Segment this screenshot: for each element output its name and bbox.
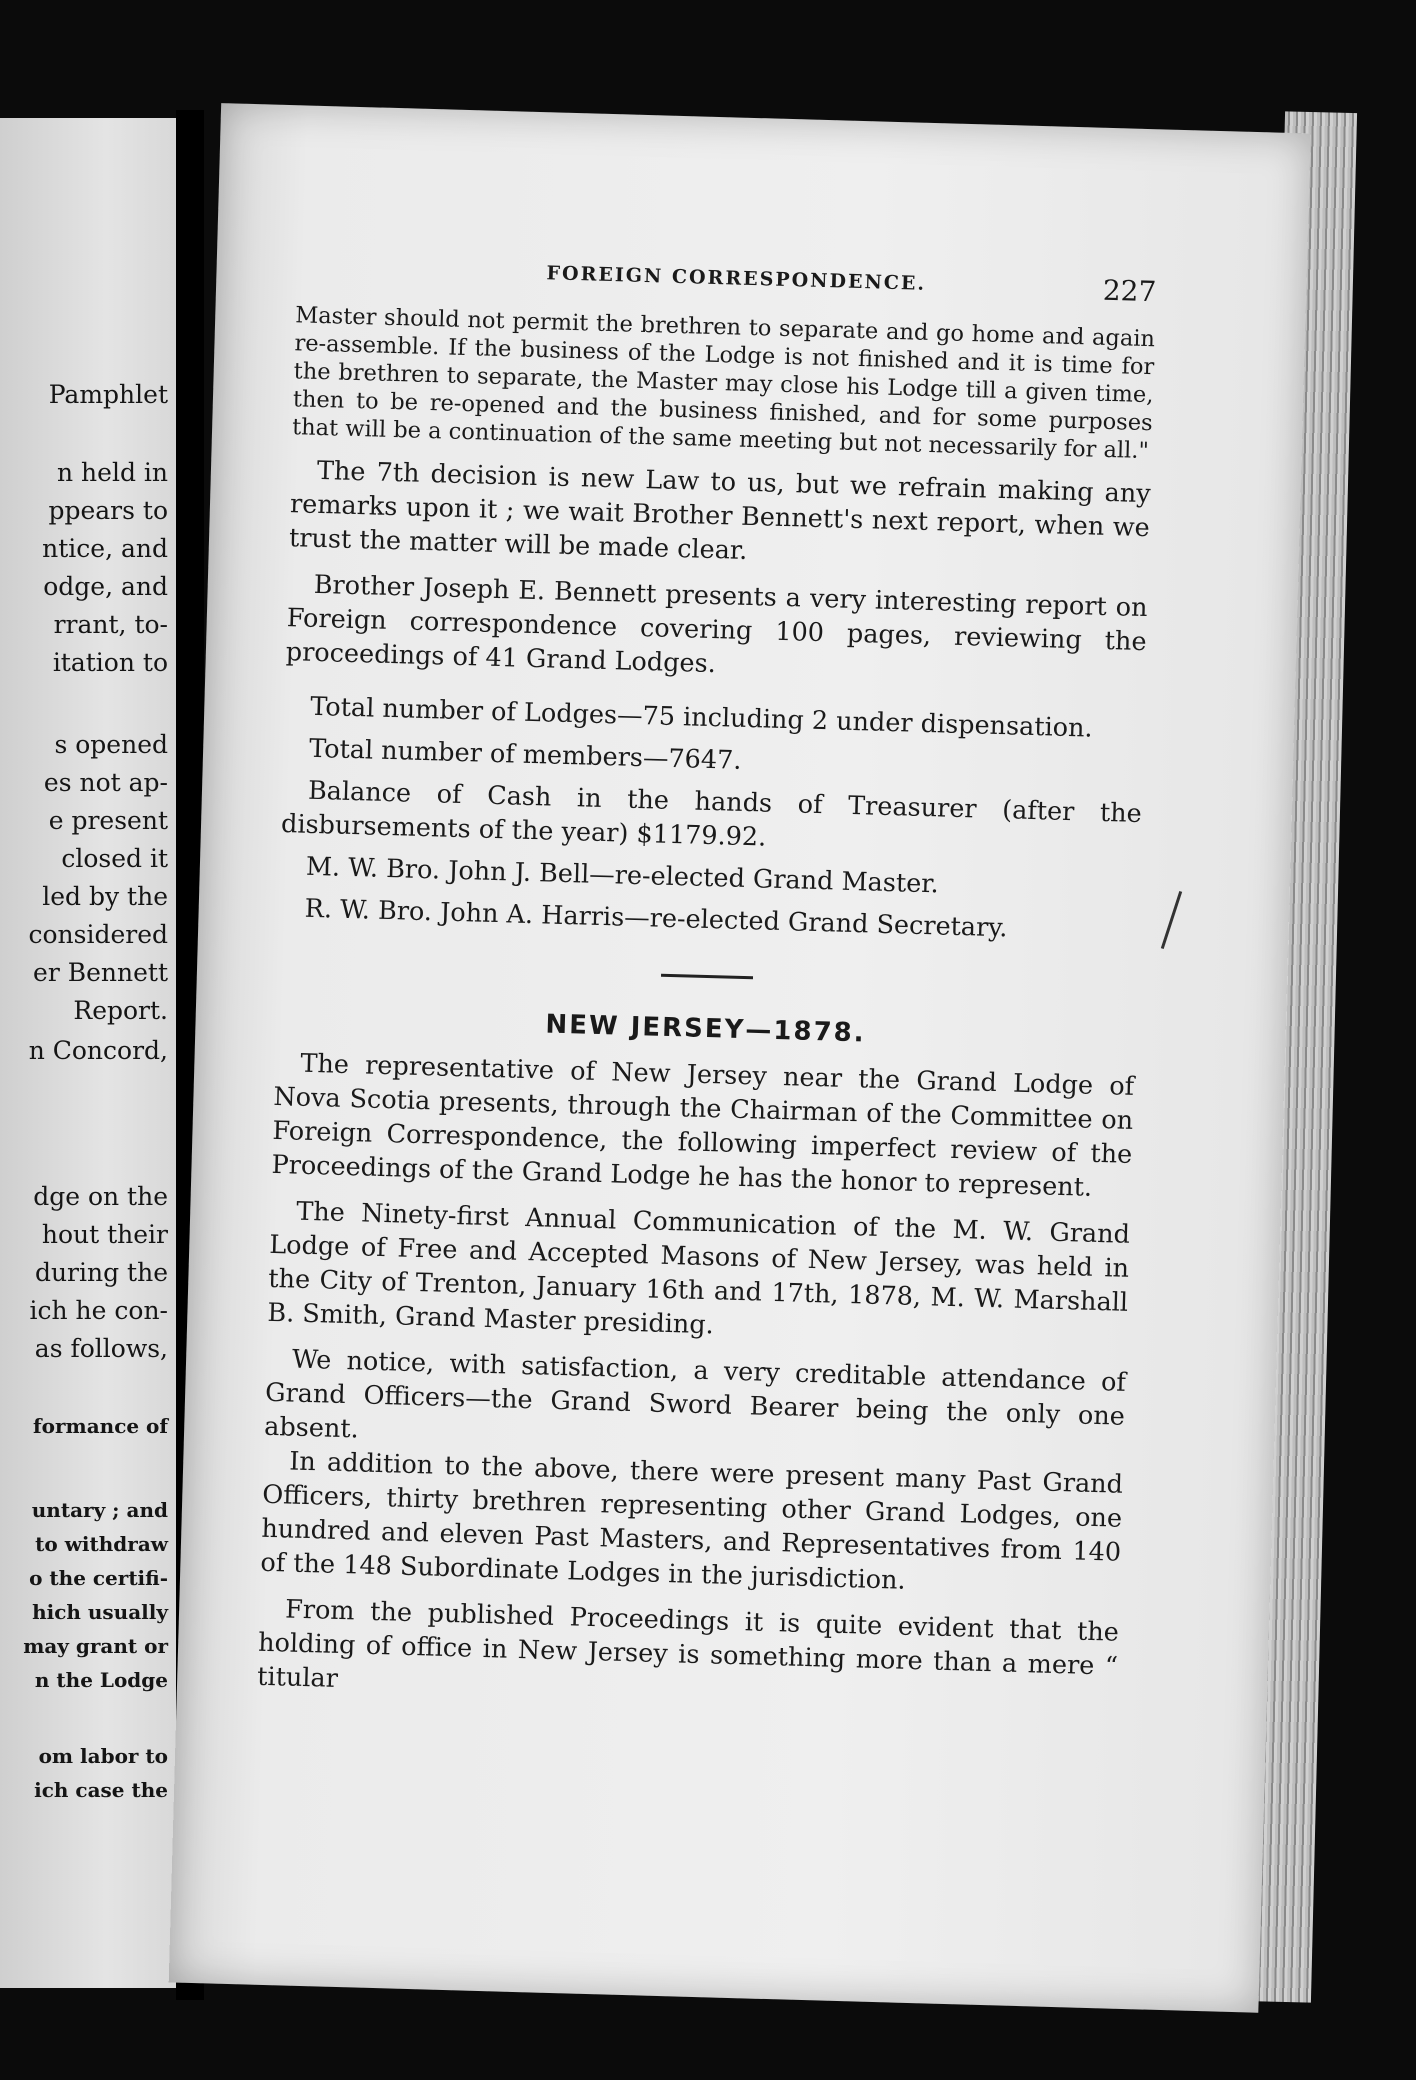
left-page-line: formance of (33, 1414, 168, 1438)
left-page-line: er Bennett (33, 958, 168, 987)
running-title: FOREIGN CORRESPONDENCE. (546, 262, 927, 295)
stat-members: Total number of members—7647. (308, 733, 742, 776)
left-page-line: ich case the (34, 1778, 168, 1802)
left-page-line: hich usually (32, 1600, 168, 1624)
left-page-line: n the Lodge (34, 1668, 168, 1692)
section-divider (661, 974, 753, 980)
left-page-line: n held in (57, 458, 168, 487)
left-page-line: may grant or (23, 1634, 168, 1658)
left-page-line: Pamphlet (48, 380, 168, 409)
left-page-line: to withdraw (35, 1532, 168, 1556)
book-page (169, 103, 1311, 2013)
paragraph-attendance: We notice, with satisfaction, a very creditable attendance of Grand Officers—the Grand Sword Bearer being the only one absent. (263, 1344, 1127, 1445)
stat-grand-master: M. W. Bro. John J. Bell—re-elected Grand Master. (305, 851, 940, 900)
left-page-line: dge on the (33, 1182, 168, 1211)
page-content (257, 255, 1157, 1717)
page-number: 227 (1102, 273, 1157, 309)
left-page-line: Report. (73, 996, 168, 1025)
left-page-line: odge, and (43, 572, 168, 601)
left-page-line: as follows, (34, 1334, 168, 1363)
left-page-line: om labor to (38, 1744, 168, 1768)
left-page-line: s opened (54, 730, 168, 759)
left-page-line: hout their (41, 1220, 168, 1249)
left-page-line: ntice, and (42, 534, 168, 563)
left-page-line: e present (48, 806, 168, 835)
paragraph-decision: The 7th decision is new Law to us, but we refrain making any remarks upon it ; we wait Brother Bennett's next report, when we trust the matter will be made clear. (288, 455, 1152, 566)
left-page-line: rrant, to- (53, 610, 168, 639)
paragraph-present: In addition to the above, there were present many Past Grand Officers, thirty brethren representing other Grand Lodges, one hundred and eleven Past Masters, and Representatives from 140 of the 148 Subordinate Lodges in the jurisdiction. (260, 1446, 1124, 1596)
left-page-line: during the (34, 1258, 168, 1287)
left-page-line: ppears to (48, 496, 168, 525)
left-page-line: ich he con- (29, 1296, 168, 1325)
left-page-line: closed it (61, 844, 168, 873)
left-page-line: led by the (42, 882, 168, 911)
paragraph-office: From the published Proceedings it is quite evident that the holding of office in New Jersey is something more than a mere “ titular (256, 1594, 1120, 1694)
stat-grand-secretary: R. W. Bro. John A. Harris—re-elected Grand Secretary. (304, 893, 1008, 944)
stat-cash: Balance of Cash in the hands of Treasurer (after the disbursements of the year) $1179.92. (280, 775, 1143, 853)
left-page-line: considered (28, 920, 168, 949)
paragraph-report: Brother Joseph E. Bennett presents a very interesting report on Foreign correspondence covering 100 pages, reviewing the proceedings of 41 Grand Lodges. (285, 569, 1148, 680)
left-page-line: itation to (52, 648, 168, 677)
left-page-line: untary ; and (31, 1498, 168, 1522)
paragraph-communication: The Ninety-first Annual Communication of the M. W. Grand Lodge of Free and Accepted Masons of New Jersey, was held in the City of Trenton, January 16th and 17th, 1878, M. W. Marshall B. Smith, Grand Master presiding. (267, 1196, 1131, 1341)
left-page-line: n Concord, (28, 1036, 168, 1065)
stat-lodges: Total number of Lodges—75 including 2 under dispensation. (309, 691, 1094, 744)
section-heading: NEW JERSEY—1878. (545, 1009, 867, 1049)
left-page-line: o the certifi- (29, 1566, 168, 1590)
previous-page (0, 118, 176, 1988)
quoted-passage: Master should not permit the brethren to separate and go home and again re-assemble. If the business of the Lodge is not finished and it is time for the brethren to separate, the Master may close his Lodge till a given time, then to be re-opened and the business finished, and for some purposes that will be a continuation of the same meeting but not necessarily for all." (291, 302, 1156, 465)
left-page-line: es not ap- (43, 768, 168, 797)
paragraph-representative: The representative of New Jersey near the Grand Lodge of Nova Scotia presents, through the Chairman of the Committee on Foreign Correspondence, the following imperfect review of the Proceedings of the Grand Lodge he has the honor to represent. (271, 1048, 1135, 1203)
